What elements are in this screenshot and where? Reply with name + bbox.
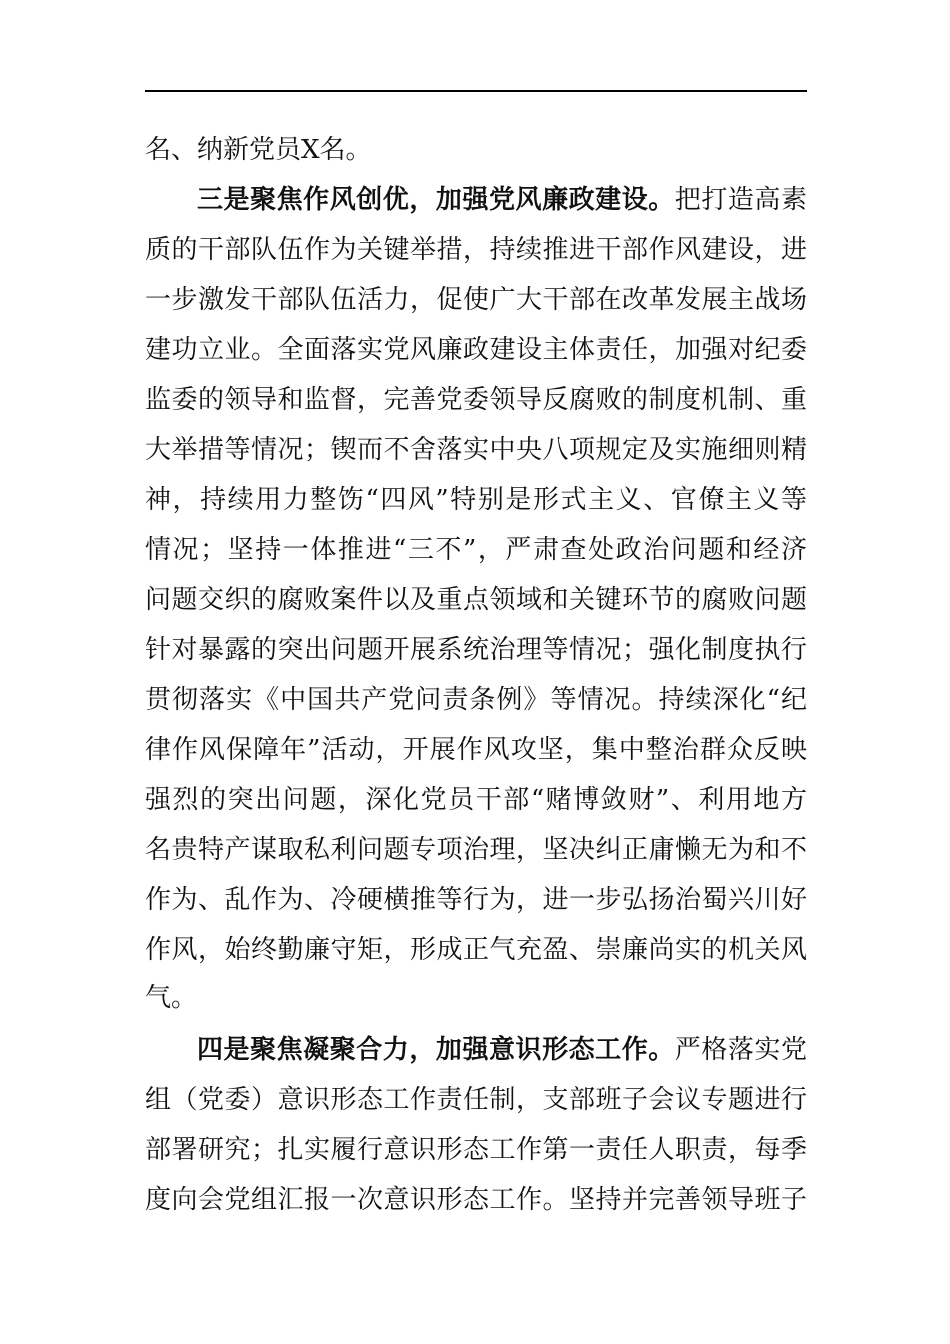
- text-line: 一步激发干部队伍活力，促使广大干部在改革发展主战场: [145, 285, 807, 315]
- text-line: 强烈的突出问题，深化党员干部“赌博敛财”、利用地方: [145, 785, 807, 815]
- paragraph-four-first-line: [197, 1030, 807, 1070]
- paragraph-three-first-line: [197, 180, 807, 220]
- text-line: 部署研究；扎实履行意识形态工作第一责任人职责，每季: [145, 1135, 807, 1165]
- text-line: 名贵特产谋取私利问题专项治理，坚决纠正庸懒无为和不: [145, 835, 807, 865]
- paragraph-heading-three: 三是聚焦作风创优，加强党风廉政建设。: [197, 185, 675, 215]
- text-line: 贯彻落实《中国共产党问责条例》等情况。持续深化“纪: [145, 685, 807, 715]
- text-line: 监委的领导和监督，完善党委领导反腐败的制度机制、重: [145, 385, 807, 415]
- text-line: 律作风保障年”活动，开展作风攻坚，集中整治群众反映: [145, 735, 807, 765]
- header-rule: [145, 90, 807, 92]
- text-line: 气。: [145, 983, 198, 1013]
- text-line: 问题交织的腐败案件以及重点领域和关键环节的腐败问题: [145, 585, 807, 615]
- text-line: 质的干部队伍作为关键举措，持续推进干部作风建设，进: [145, 235, 807, 265]
- text-line: 神，持续用力整饬“四风”特别是形式主义、官僚主义等: [145, 485, 807, 515]
- text-line: 建功立业。全面落实党风廉政建设主体责任，加强对纪委: [145, 335, 807, 365]
- text-fragment: 把打造高素: [674, 185, 807, 215]
- text-line: 度向会党组汇报一次意识形态工作。坚持并完善领导班子: [145, 1185, 807, 1215]
- text-line: 大举措等情况；锲而不舍落实中央八项规定及实施细则精: [145, 435, 807, 465]
- text-fragment: 严格落实党: [674, 1035, 807, 1065]
- text-line: 作风，始终勤廉守矩，形成正气充盈、崇廉尚实的机关风: [145, 935, 807, 965]
- text-line: 组（党委）意识形态工作责任制，支部班子会议专题进行: [145, 1085, 807, 1115]
- text-line: 情况；坚持一体推进“三不”，严肃查处政治问题和经济: [145, 535, 807, 565]
- paragraph-heading-four: 四是聚焦凝聚合力，加强意识形态工作。: [197, 1035, 675, 1065]
- text-line: 名、纳新党员X名。: [145, 135, 372, 165]
- text-line: 作为、乱作为、冷硬横推等行为，进一步弘扬治蜀兴川好: [145, 885, 807, 915]
- text-line: 针对暴露的突出问题开展系统治理等情况；强化制度执行: [145, 635, 807, 665]
